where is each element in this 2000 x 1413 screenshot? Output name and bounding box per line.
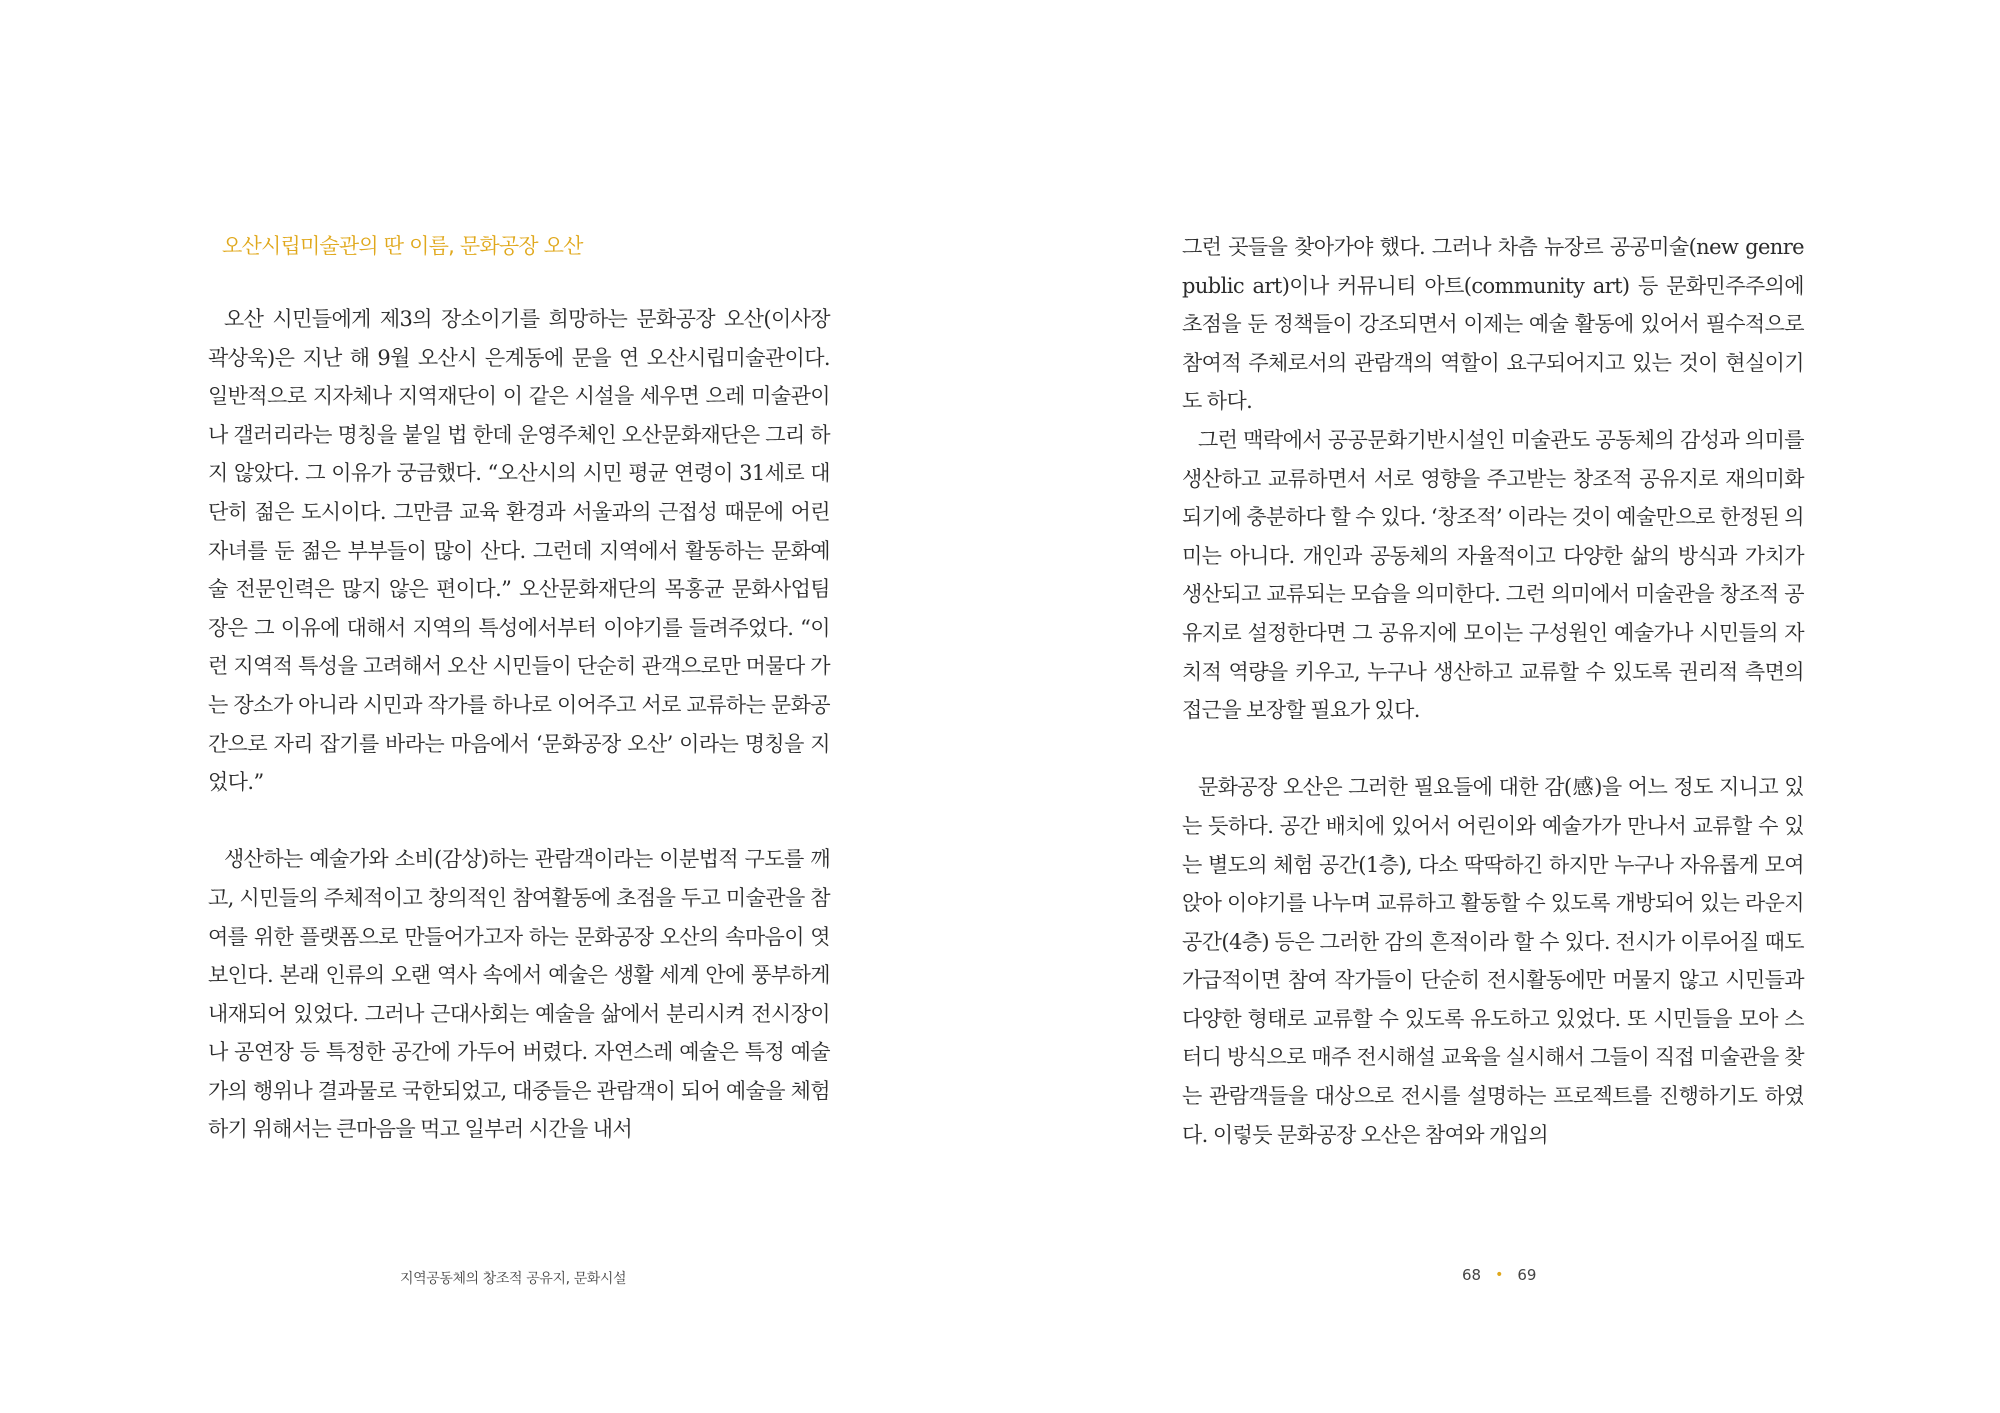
page-separator-dot: • — [1495, 1267, 1504, 1283]
footer-book-title: 지역공동체의 창조적 공유지, 문화시설 — [400, 1271, 627, 1287]
page-number-left: 68 — [1462, 1266, 1482, 1284]
right-paragraph-3: 문화공장 오산은 그러한 필요들에 대한 감(感)을 어느 정도 지니고 있는 듯하다. 공간 배치에 있어서 어린이와 예술가가 만나서 교류할 수 있는 별도의 체험 공간(1층), 다소 딱딱하긴 하지만 누구나 자유롭게 모여 앉아 이야기를 나누며 교류하고 활동할 수 있도록 개방되어 있는 라운지 공간(4층) 등은 그러한 감의 흔적이라 할 수 있다. 전시가 이루어질 때도 가급적이면 참여 작가들이 단순히 전시활동에만 머물지 않고 시민들과 다양한 형태로 교류할 수 있도록 유도하고 있었다. 또 시민들을 모아 스터디 방식으로 매주 전시해설 교육을 실시해서 그들이 직접 미술관을 찾는 관람객들을 대상으로 전시를 설명하는 프로젝트를 진행하기도 하였다. 이렇듯 문화공장 오산은 참여와 개입의 — [1182, 775, 1804, 1147]
section-title: 오산시립미술관의 딴 이름, 문화공장 오산 — [222, 234, 583, 258]
left-body-column — [208, 300, 830, 1149]
page-number-right: 69 — [1517, 1266, 1537, 1284]
right-page — [1000, 0, 2000, 1413]
left-paragraph-1: 오산 시민들에게 제3의 장소이기를 희망하는 문화공장 오산(이사장 곽상욱)은 지난 해 9월 오산시 은계동에 문을 연 오산시립미술관이다. 일반적으로 지자체나 지역재단이 이 같은 시설을 세우면 으레 미술관이나 갤러리라는 명칭을 붙일 법 한데 운영주체인 오산문화재단은 그리 하지 않았다. 그 이유가 궁금했다. “오산시의 시민 평균 연령이 31세로 대단히 젊은 도시이다. 그만큼 교육 환경과 서울과의 근접성 때문에 어린 자녀를 둔 젊은 부부들이 많이 산다. 그런데 지역에서 활동하는 문화예술 전문인력은 많지 않은 편이다.” 오산문화재단의 목홍균 문화사업팀장은 그 이유에 대해서 지역의 특성에서부터 이야기를 들려주었다. “이런 지역적 특성을 고려해서 오산 시민들이 단순히 관객으로만 머물다 가는 장소가 아니라 시민과 작가를 하나로 이어주고 서로 교류하는 문화공간으로 자리 잡기를 바라는 마음에서 ‘문화공장 오산’ 이라는 명칭을 지었다.” — [208, 307, 830, 795]
left-paragraph-2: 생산하는 예술가와 소비(감상)하는 관람객이라는 이분법적 구도를 깨고, 시민들의 주체적이고 창의적인 참여활동에 초점을 두고 미술관을 참여를 위한 플랫폼으로 만들어가고자 하는 문화공장 오산의 속마음이 엿보인다. 본래 인류의 오랜 역사 속에서 예술은 생활 세계 안에 풍부하게 내재되어 있었다. 그러나 근대사회는 예술을 삶에서 분리시켜 전시장이나 공연장 등 특정한 공간에 가두어 버렸다. 자연스레 예술은 특정 예술가의 행위나 결과물로 국한되었고, 대중들은 관람객이 되어 예술을 체험하기 위해서는 큰마음을 먹고 일부러 시간을 내서 — [208, 847, 830, 1142]
page-numbers — [1462, 1266, 1536, 1284]
right-body-column — [1182, 228, 1804, 1154]
right-paragraph-2: 그런 맥락에서 공공문화기반시설인 미술관도 공동체의 감성과 의미를 생산하고 교류하면서 서로 영향을 주고받는 창조적 공유지로 재의미화 되기에 충분하다 할 수 있다. ‘창조적’ 이라는 것이 예술만으로 한정된 의미는 아니다. 개인과 공동체의 자율적이고 다양한 삶의 방식과 가치가 생산되고 교류되는 모습을 의미한다. 그런 의미에서 미술관을 창조적 공유지로 설정한다면 그 공유지에 모이는 구성원인 예술가나 시민들의 자치적 역량을 키우고, 누구나 생산하고 교류할 수 있도록 권리적 측면의 접근을 보장할 필요가 있다. — [1182, 427, 1804, 723]
right-paragraph-1: 그런 곳들을 찾아가야 했다. 그러나 차츰 뉴장르 공공미술(new genre public art)이나 커뮤니티 아트(community art) 등 문화민주주의에 초점을 둔 정책들이 강조되면서 이제는 예술 활동에 있어서 필수적으로 참여적 주체로서의 관람객의 역할이 요구되어지고 있는 것이 현실이기도 하다. — [1182, 235, 1804, 414]
